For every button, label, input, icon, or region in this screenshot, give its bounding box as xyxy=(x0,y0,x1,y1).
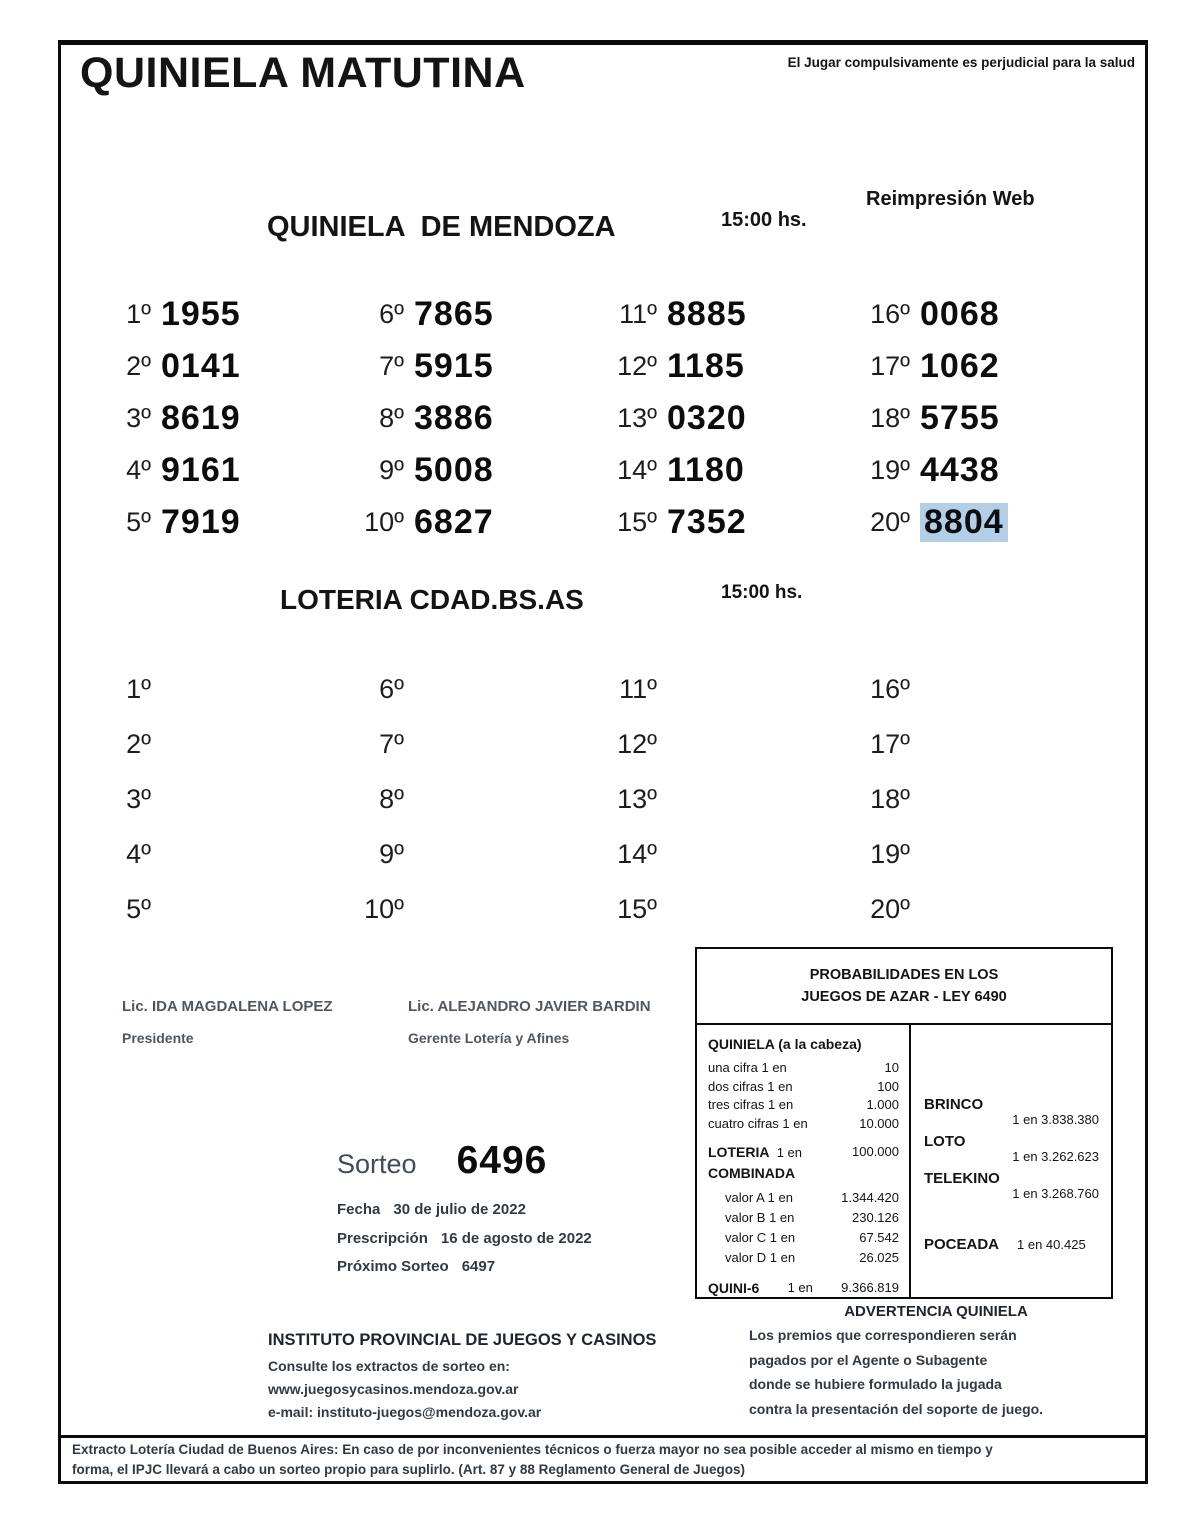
position-label: 11º xyxy=(619,298,657,329)
probabilities-title xyxy=(697,949,1111,1025)
winning-number-selected: 8804 xyxy=(920,503,1008,542)
result-cell xyxy=(338,340,591,392)
advertencia-line: Los premios que correspondieren serán xyxy=(749,1327,1017,1343)
result-cell xyxy=(85,496,338,548)
position-label: 6º xyxy=(379,674,404,704)
quiniela-odds-row xyxy=(708,1078,899,1097)
winning-number: 5915 xyxy=(414,346,494,385)
prescripcion-label: Prescripción xyxy=(337,1229,428,1247)
signature-manager xyxy=(408,998,651,1046)
bsas-draw-time: 15:00 hs. xyxy=(721,582,803,603)
position-label: 12º xyxy=(617,350,657,381)
result-cell xyxy=(844,496,1097,548)
mendoza-draw-time: 15:00 hs. xyxy=(721,209,807,231)
prescripcion-value: 16 de agosto de 2022 xyxy=(440,1229,592,1247)
institute-block xyxy=(268,1331,656,1424)
sorteo-number: 6496 xyxy=(456,1139,548,1182)
mendoza-section-title: QUINIELA DE MENDOZA xyxy=(267,211,616,243)
position-label: 16º xyxy=(870,298,910,329)
winning-number: 7352 xyxy=(667,502,747,541)
draw-dates xyxy=(337,1196,592,1282)
odds-value: 1.000 xyxy=(866,1097,899,1112)
result-cell xyxy=(338,444,591,496)
winning-number: 6827 xyxy=(414,502,494,541)
position-label: 2º xyxy=(126,729,151,759)
odds-value: 100 xyxy=(877,1078,899,1094)
president-name: Lic. IDA MAGDALENA LOPEZ xyxy=(122,998,333,1015)
position-label: 15º xyxy=(617,506,657,537)
advertencia-title: ADVERTENCIA QUINIELA xyxy=(844,1303,1028,1320)
advertencia-line: pagados por el Agente o Subagente xyxy=(749,1351,988,1368)
result-cell xyxy=(591,444,844,496)
quini6-mid: 1 en xyxy=(787,1280,813,1295)
result-cell xyxy=(85,392,338,444)
proximo-sorteo-row xyxy=(337,1253,592,1282)
odds-value: 1.344.420 xyxy=(841,1190,899,1205)
result-cell xyxy=(85,444,338,496)
odds-value: 10 xyxy=(884,1060,899,1075)
signature-president xyxy=(122,998,333,1046)
game-odds-row xyxy=(924,1237,1099,1253)
quiniela-odds-header: QUINIELA (a la cabeza) xyxy=(708,1036,862,1052)
loteria-label: LOTERIA xyxy=(708,1144,770,1160)
loteria-mid: 1 en xyxy=(776,1145,802,1160)
result-cell xyxy=(844,444,1097,496)
winning-number: 1180 xyxy=(667,450,745,489)
position-label: 1º xyxy=(126,298,151,329)
position-cell xyxy=(85,772,338,827)
position-label: 13º xyxy=(617,784,657,814)
odds-value: 230.126 xyxy=(852,1210,899,1225)
mendoza-results-grid xyxy=(85,288,1101,548)
result-cell xyxy=(85,340,338,392)
quiniela-odds-row xyxy=(708,1115,899,1134)
page-title: QUINIELA MATUTINA xyxy=(80,49,526,97)
position-label: 7º xyxy=(379,729,404,759)
loteria-odds-label xyxy=(708,1142,802,1163)
position-label: 8º xyxy=(379,784,404,814)
advertencia-line: donde se hubiere formulado la jugada xyxy=(749,1376,1002,1392)
combinada-odds-row xyxy=(708,1228,899,1248)
odds-value: 10.000 xyxy=(859,1115,899,1131)
position-cell xyxy=(85,882,338,937)
winning-number: 7865 xyxy=(414,294,494,333)
prescripcion-row xyxy=(337,1225,592,1254)
position-cell xyxy=(338,772,591,827)
game-odds-value: 1 en 3.262.623 xyxy=(1012,1149,1099,1164)
result-cell xyxy=(338,392,591,444)
position-cell xyxy=(844,882,1097,937)
position-label: 19º xyxy=(870,454,910,485)
loteria-odds-value: 100.000 xyxy=(852,1144,899,1159)
probabilities-title-line1: PROBABILIDADES EN LOS xyxy=(809,967,999,983)
odds-label: una cifra 1 en xyxy=(708,1060,787,1075)
position-label: 5º xyxy=(126,894,151,924)
position-cell xyxy=(591,882,844,937)
winning-number: 8885 xyxy=(667,294,747,333)
odds-label: valor A 1 en xyxy=(725,1190,793,1205)
position-cell xyxy=(338,827,591,882)
position-label: 20º xyxy=(870,506,910,537)
position-cell xyxy=(844,772,1097,827)
game-name: LOTO xyxy=(924,1133,966,1150)
draw-info-block xyxy=(337,1139,592,1282)
probabilities-left-column xyxy=(697,1025,911,1297)
game-odds-value: 1 en 40.425 xyxy=(1017,1237,1086,1252)
position-label: 4º xyxy=(126,839,151,869)
position-cell xyxy=(591,827,844,882)
result-cell xyxy=(591,392,844,444)
position-cell xyxy=(85,717,338,772)
position-label: 7º xyxy=(379,350,404,381)
position-label: 3º xyxy=(126,784,151,814)
manager-role: Gerente Lotería y Afines xyxy=(408,1030,570,1046)
footnote-line: forma, el IPJC llevará a cabo un sorteo propio para suplirlo. (Art. 87 y 88 Reglamento General de Juegos) xyxy=(72,1462,745,1477)
winning-number: 0141 xyxy=(161,346,241,385)
game-odds-value: 1 en 3.838.380 xyxy=(1012,1112,1099,1127)
probabilities-right-column xyxy=(911,1025,1111,1297)
institute-consult-line: Consulte los extractos de sorteo en: xyxy=(268,1358,510,1374)
combinada-odds-rows xyxy=(708,1188,899,1268)
winning-number: 1062 xyxy=(920,346,1000,385)
position-cell xyxy=(591,662,844,717)
manager-name: Lic. ALEJANDRO JAVIER BARDIN xyxy=(408,998,651,1015)
president-role: Presidente xyxy=(122,1030,194,1046)
bsas-section-title: LOTERIA CDAD.BS.AS xyxy=(280,584,584,615)
position-label: 9º xyxy=(379,839,404,869)
probabilities-box xyxy=(695,947,1113,1299)
reprint-web-label: Reimpresión Web xyxy=(866,188,1035,210)
probabilities-columns xyxy=(697,1025,1111,1297)
winning-number: 1955 xyxy=(161,294,241,333)
position-cell xyxy=(591,772,844,827)
position-cell xyxy=(85,827,338,882)
position-label: 20º xyxy=(870,894,910,924)
position-label: 14º xyxy=(617,839,657,869)
institute-email: e-mail: instituto-juegos@mendoza.gov.ar xyxy=(268,1404,542,1420)
quini6-label: QUINI-6 xyxy=(708,1280,760,1296)
position-label: 17º xyxy=(870,729,910,759)
quini6-odds-value: 9.366.819 xyxy=(841,1280,899,1295)
position-label: 4º xyxy=(126,454,151,485)
advertencia-block xyxy=(749,1303,1123,1421)
position-cell xyxy=(338,662,591,717)
position-label: 5º xyxy=(126,506,151,537)
winning-number: 0320 xyxy=(667,398,747,437)
odds-label: valor B 1 en xyxy=(725,1210,795,1225)
position-label: 18º xyxy=(870,784,910,814)
position-label: 16º xyxy=(870,674,910,704)
winning-number: 8619 xyxy=(161,398,241,437)
result-cell xyxy=(338,496,591,548)
position-label: 12º xyxy=(617,729,657,759)
winning-number: 0068 xyxy=(920,294,1000,333)
odds-label: cuatro cifras 1 en xyxy=(708,1115,808,1131)
winning-number: 3886 xyxy=(414,398,494,437)
result-cell xyxy=(844,392,1097,444)
institute-name: INSTITUTO PROVINCIAL DE JUEGOS Y CASINOS xyxy=(268,1331,657,1349)
position-cell xyxy=(844,827,1097,882)
position-label: 15º xyxy=(617,894,657,924)
health-warning: El Jugar compulsivamente es perjudicial para la salud xyxy=(787,55,1135,70)
odds-label: dos cifras 1 en xyxy=(708,1078,793,1094)
odds-label: valor C 1 en xyxy=(725,1230,796,1245)
fecha-row xyxy=(337,1196,592,1225)
winning-number: 7919 xyxy=(161,502,241,541)
fecha-value: 30 de julio de 2022 xyxy=(393,1201,526,1218)
odds-label: valor D 1 en xyxy=(725,1250,796,1265)
footnote-box xyxy=(61,1435,1145,1481)
sorteo-label: Sorteo xyxy=(337,1149,417,1179)
position-label: 10º xyxy=(364,506,404,537)
position-label: 2º xyxy=(126,350,151,381)
fecha-label: Fecha xyxy=(337,1201,381,1218)
institute-website: www.juegosycasinos.mendoza.gov.ar xyxy=(268,1381,519,1397)
position-label: 8º xyxy=(379,402,404,433)
proximo-sorteo-value: 6497 xyxy=(461,1258,496,1275)
position-label: 14º xyxy=(617,454,657,485)
position-cell xyxy=(591,717,844,772)
combinada-odds-row xyxy=(708,1188,899,1208)
bsas-positions-grid xyxy=(85,662,1101,937)
position-label: 17º xyxy=(870,350,910,381)
result-cell xyxy=(591,288,844,340)
combinada-odds-row xyxy=(708,1248,899,1268)
game-odds-value: 1 en 3.268.760 xyxy=(1012,1186,1099,1201)
odds-value: 67.542 xyxy=(859,1230,899,1245)
odds-value: 26.025 xyxy=(859,1250,899,1265)
combinada-odds-row xyxy=(708,1208,899,1228)
winning-number: 1185 xyxy=(667,346,745,385)
position-cell xyxy=(85,662,338,717)
position-label: 13º xyxy=(617,402,657,433)
quiniela-odds-row xyxy=(708,1059,899,1078)
winning-number: 5008 xyxy=(414,450,494,489)
footnote-line: Extracto Lotería Ciudad de Buenos Aires: En caso de por inconvenientes técnicos o fuerza mayor no sea posible acceder al mismo en tiempo y xyxy=(72,1442,993,1457)
winning-number: 9161 xyxy=(161,450,241,489)
quiniela-odds-row xyxy=(708,1096,899,1115)
position-label: 6º xyxy=(379,298,404,329)
result-cell xyxy=(844,340,1097,392)
position-label: 1º xyxy=(126,674,151,704)
result-cell xyxy=(844,288,1097,340)
position-cell xyxy=(844,717,1097,772)
result-cell xyxy=(338,288,591,340)
position-cell xyxy=(844,662,1097,717)
position-cell xyxy=(338,882,591,937)
position-label: 11º xyxy=(619,674,657,704)
probabilities-title-line2: JUEGOS DE AZAR - LEY 6490 xyxy=(801,989,1007,1005)
winning-number: 4438 xyxy=(920,450,1000,489)
proximo-sorteo-label: Próximo Sorteo xyxy=(337,1258,449,1275)
quiniela-odds-rows xyxy=(708,1059,899,1133)
game-name: POCEADA xyxy=(924,1236,1000,1253)
odds-label: tres cifras 1 en xyxy=(708,1097,794,1112)
quini6-odds-row xyxy=(708,1279,899,1298)
position-label: 9º xyxy=(379,454,404,485)
loteria-odds-row xyxy=(708,1142,899,1163)
winning-number: 5755 xyxy=(920,398,1000,437)
position-label: 19º xyxy=(870,839,910,869)
result-cell xyxy=(591,496,844,548)
position-cell xyxy=(338,717,591,772)
game-name: TELEKINO xyxy=(924,1170,1000,1187)
position-label: 18º xyxy=(870,402,910,433)
result-cell xyxy=(591,340,844,392)
game-name: BRINCO xyxy=(924,1096,984,1113)
position-label: 10º xyxy=(364,894,404,924)
sorteo-row xyxy=(337,1139,592,1183)
advertencia-line: contra la presentación del soporte de juego. xyxy=(749,1400,1044,1417)
position-label: 3º xyxy=(126,402,151,433)
result-cell xyxy=(85,288,338,340)
combinada-header: COMBINADA xyxy=(708,1165,796,1181)
document-border xyxy=(58,40,1148,1484)
